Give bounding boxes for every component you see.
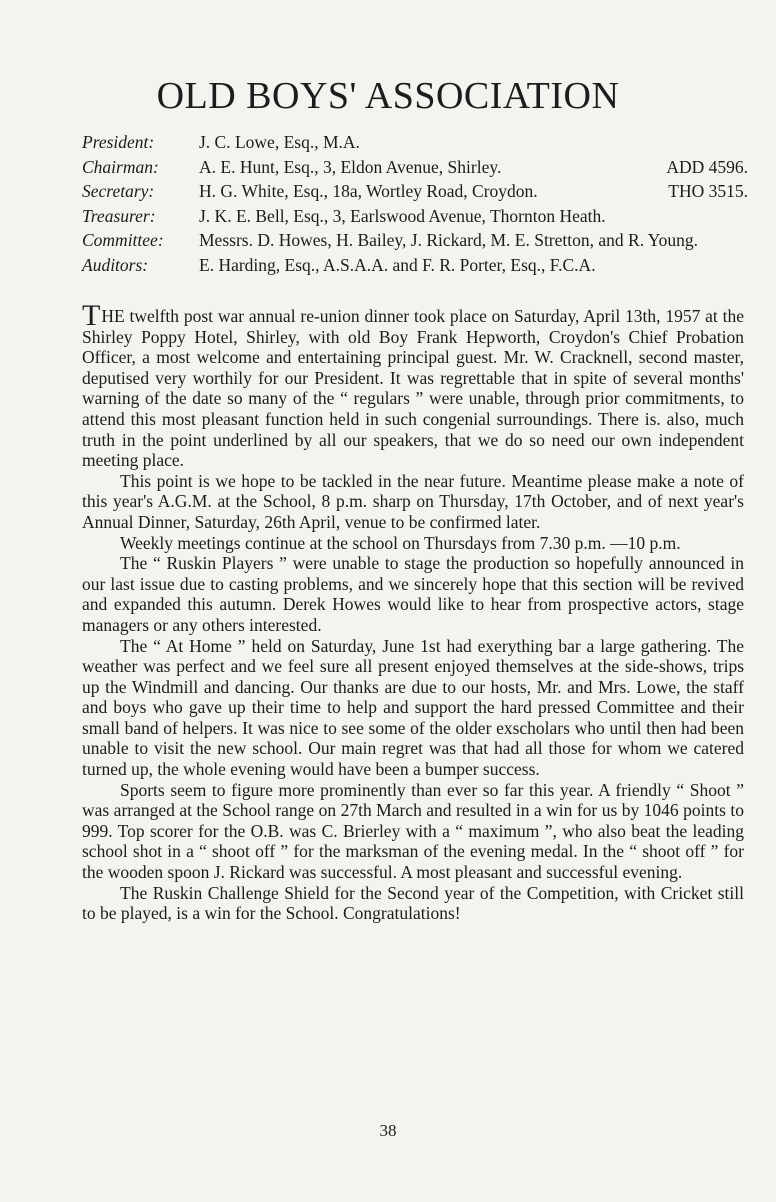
page-title: OLD BOYS' ASSOCIATION bbox=[156, 75, 620, 117]
paragraph-4: The “ Ruskin Players ” were unable to stage the production so hopefully announced in our last issue due to casting problems, and we sincerely hope that this section will be revived and expanded this autumn. Derek Howes would like to hear from prospective actors, stage managers or any others interested. bbox=[82, 553, 744, 635]
officer-role: Chairman: bbox=[82, 156, 159, 177]
paragraph-5: The “ At Home ” held on Saturday, June 1st had exerything bar a large gathering. The weather was perfect and we feel sure all present enjoyed themselves at the side-shows, trips up the Windmill and dancing. Our thanks are due to our hosts, Mr. and Mrs. Lowe, the staff and boys who gave up their time to help and support the hard pressed Committee and their small band of helpers. It was nice to see some of the older exscholars who until then had been unable to visit the new school. Our main regret was that had all those for whom we catered turned up, the whole evening would have been a bumper success. bbox=[82, 635, 744, 780]
officer-detail bbox=[199, 130, 748, 155]
officer-row-president bbox=[82, 130, 748, 155]
paragraph-2: This point is we hope to be tackled in the near future. Meantime please make a note of this year's A.G.M. at the School, 8 p.m. sharp on Thursday, 17th October, and of next year's Annual Dinner, Saturday, 26th April, venue to be confirmed later. bbox=[82, 470, 744, 532]
officer-row-treasurer bbox=[82, 204, 748, 229]
officer-detail bbox=[199, 179, 748, 204]
officer-value: E. Harding, Esq., A.S.A.A. and F. R. Porter, Esq., F.C.A. bbox=[199, 254, 596, 275]
officer-row-committee bbox=[82, 228, 748, 253]
officer-phone: ADD 4596. bbox=[666, 156, 748, 177]
officer-role: Committee: bbox=[82, 230, 164, 250]
officer-detail bbox=[199, 155, 748, 180]
officer-detail bbox=[199, 204, 748, 229]
paragraph-7: The Ruskin Challenge Shield for the Second year of the Competition, with Cricket still to be played, is a win for the School. Congratulations! bbox=[82, 882, 744, 924]
paragraph-1 bbox=[82, 299, 744, 471]
officer-row-chairman bbox=[82, 155, 748, 180]
officer-role: Treasurer: bbox=[82, 205, 156, 226]
officer-role: Auditors: bbox=[82, 254, 149, 275]
paragraph-text: HE twelfth post war annual re-union dinner took place on Saturday, April 13th, 1957 at the Shirley Poppy Hotel, Shirley, with old Boy Frank Hepworth, Croydon's Chief Probation Officer, a most welcome and entertaining principal guest. Mr. W. Cracknell, second master, deputised very worthily for our President. It was regrettable that in spite of several months' warning of the date so many of the “ regulars ” were unable, through prior commitments, to attend this most pleasant function held in such congenial surroundings. There is. also, much truth in the point underlined by all our speakers, that we do so need our own independent meeting place. bbox=[82, 306, 744, 471]
officer-value: J. C. Lowe, Esq., M.A. bbox=[199, 132, 360, 152]
page-number: 38 bbox=[379, 1121, 397, 1140]
officer-value: J. K. E. Bell, Esq., 3, Earlswood Avenue, Thornton Heath. bbox=[199, 205, 606, 226]
officer-phone: THO 3515. bbox=[668, 181, 748, 201]
officer-role: Secretary: bbox=[82, 181, 155, 201]
officer-value: H. G. White, Esq., 18a, Wortley Road, Croydon. bbox=[199, 181, 538, 201]
paragraph-3: Weekly meetings continue at the school on Thursdays from 7.30 p.m. —10 p.m. bbox=[120, 532, 681, 553]
officers-list bbox=[82, 130, 748, 277]
officer-role: President: bbox=[82, 132, 155, 152]
officer-value: Messrs. D. Howes, H. Bailey, J. Rickard, M. E. Stretton, and R. Young. bbox=[199, 230, 699, 250]
officer-row-secretary bbox=[82, 179, 748, 204]
article-body bbox=[82, 299, 744, 924]
paragraph-6: Sports seem to figure more prominently than ever so far this year. A friendly “ Shoot ” was arranged at the School range on 27th March and resulted in a win for us by 1046 points to 999. Top scorer for the O.B. was C. Brierley with a “ maximum ”, who also beat the leading school shot in a “ shoot off ” for the marksman of the evening medal. In the “ shoot off ” for the wooden spoon J. Rickard was successful. A most pleasant and successful evening. bbox=[82, 779, 744, 883]
officer-row-auditors bbox=[82, 253, 748, 278]
drop-cap: T bbox=[82, 299, 101, 332]
officer-value: A. E. Hunt, Esq., 3, Eldon Avenue, Shirley. bbox=[199, 156, 502, 177]
